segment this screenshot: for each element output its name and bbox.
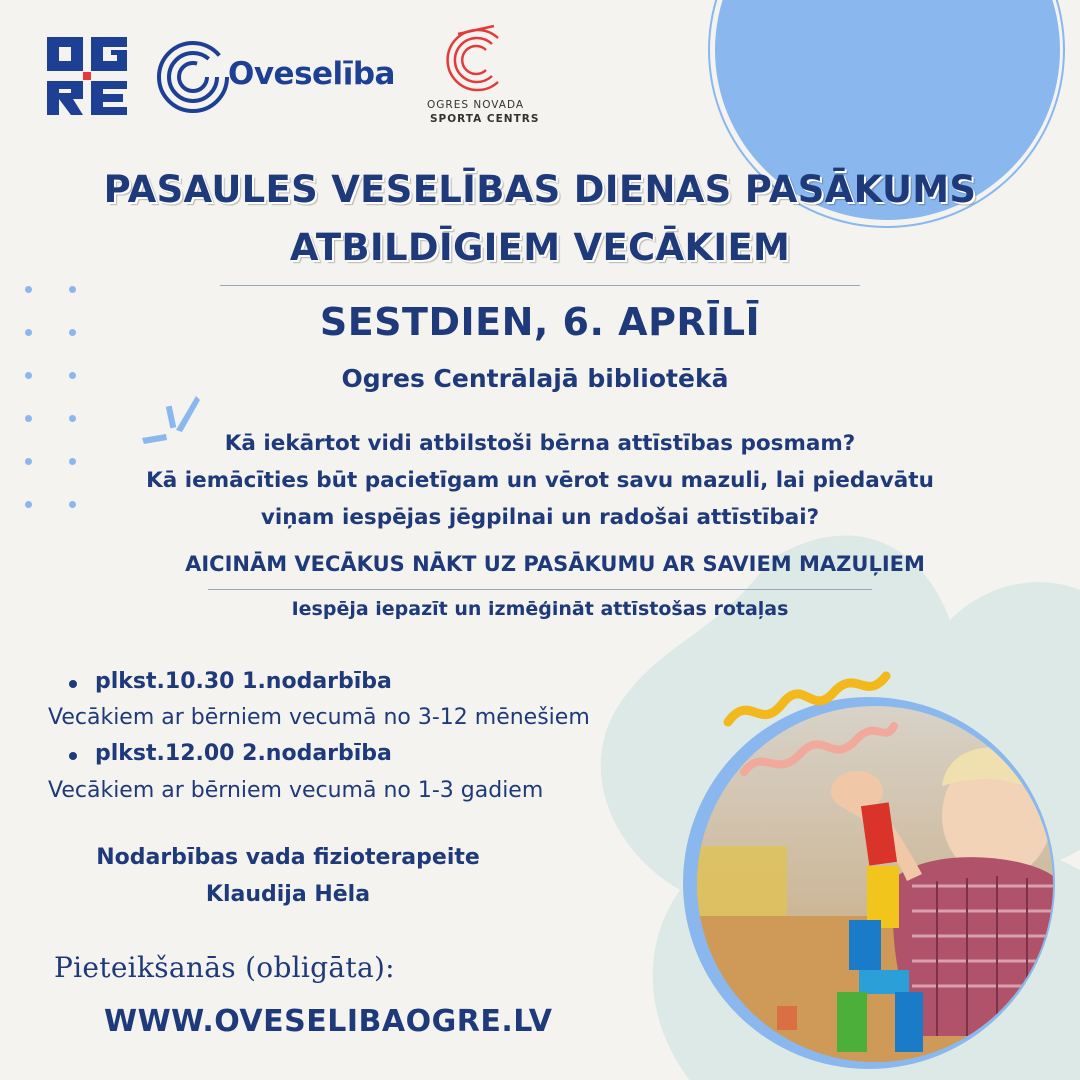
question-line: Kā iemācīties būt pacietīgam un vērot savu mazuli, lai piedavātu [146, 468, 934, 493]
decorative-squiggles [720, 662, 900, 792]
bullet [69, 680, 77, 688]
registration-url: WWW.OVESELIBAOGRE.LV [104, 1004, 553, 1039]
invitation-text: AICINĀM VECĀKUS NĀKT UZ PASĀKUMU AR SAVIEM MAZUĻIEM [185, 552, 925, 576]
decorative-dot [69, 415, 76, 422]
opportunity-text: Iespēja iepazīt un izmēģināt attīstošas rotaļas [291, 598, 789, 620]
poster-title-line1: PASAULES VESELĪBAS DIENAS PASĀKUMS [103, 168, 977, 211]
session-time: plkst.12.00 2.nodarbība [95, 741, 392, 766]
oveseliba-logo-text: Oveselība [228, 56, 395, 92]
ogre-logo [47, 37, 127, 115]
decorative-dot [25, 372, 32, 379]
decorative-dot [69, 329, 76, 336]
sports-centre-logo-line1: OGRES NOVADA [427, 99, 525, 111]
decorative-dot [25, 286, 32, 293]
decorative-dot [69, 286, 76, 293]
sports-centre-logo-line2: SPORTA CENTRS [430, 113, 540, 125]
instructor-role: Nodarbības vada fizioterapeite [96, 845, 480, 870]
session-time: plkst.10.30 1.nodarbība [95, 669, 392, 694]
instructor-name: Klaudija Hēla [205, 882, 371, 907]
poster-title-line2: ATBILDĪGIEM VECĀKIEM [289, 226, 791, 269]
question-line: viņam iespējas jēgpilnai un radošai attīstībai? [260, 505, 820, 530]
session-description: Vecākiem ar bērniem vecumā no 3-12 mēnešiem [48, 705, 590, 730]
bullet [69, 752, 77, 760]
decorative-dot [69, 372, 76, 379]
decorative-dot [69, 458, 76, 465]
question-line: Kā iekārtot vidi atbilstoši bērna attīstības posmam? [224, 431, 856, 456]
oveseliba-logo-icon [156, 40, 230, 114]
event-location: Ogres Centrālajā bibliotēkā [341, 364, 729, 393]
event-date: SESTDIEN, 6. APRĪLĪ [319, 300, 761, 344]
sports-centre-logo-icon [446, 24, 506, 96]
session-description: Vecākiem ar bērniem vecumā no 1-3 gadiem [48, 778, 544, 803]
registration-label: Pieteikšanās (obligāta): [54, 951, 395, 984]
divider [208, 589, 872, 590]
decorative-dot [25, 458, 32, 465]
decorative-dot [25, 415, 32, 422]
divider [220, 285, 860, 286]
decorative-dot [25, 329, 32, 336]
